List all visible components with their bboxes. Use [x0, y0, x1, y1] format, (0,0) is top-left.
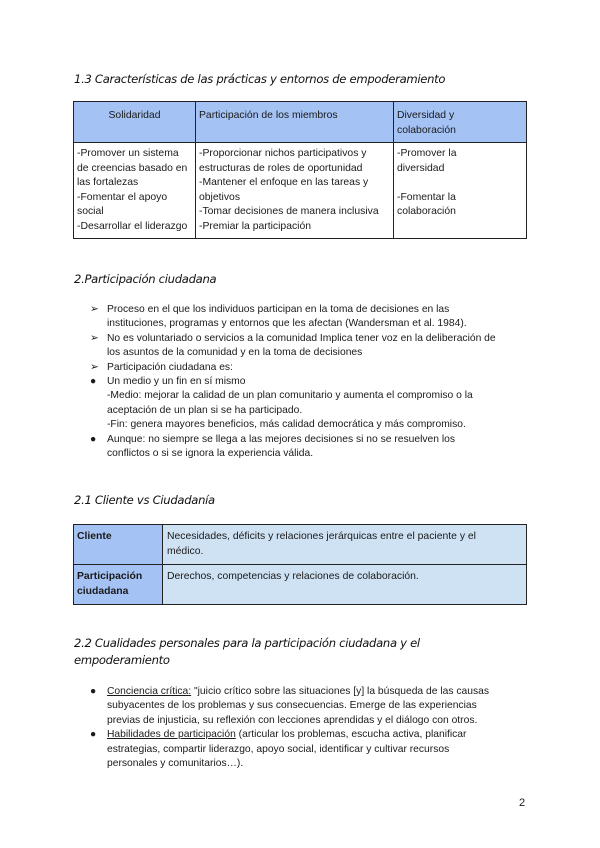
page-number: 2: [519, 797, 526, 809]
heading-1-3: 1.3 Características de las prácticas y entornos de empoderamiento: [74, 72, 446, 86]
list-item: ➢ Proceso en el que los individuos participan en la toma de decisiones en las instituciones, programas y entornos que les afectan (Wandersman et al. 1984).: [90, 304, 467, 330]
header-solidaridad: Solidaridad: [74, 102, 196, 143]
list-item: ➢ No es voluntariado o servicios a la comunidad Implica tener voz en la deliberación de los asuntos de la comunidad y en la toma de decisiones: [90, 332, 496, 359]
cell-diversidad: -Promover la diversidad -Fomentar la colaboración: [394, 143, 527, 239]
cell-participacion: -Proporcionar nichos participativos y estructuras de roles de oportunidad -Mantener el enfoque en las tareas y objetivos -Tomar decisiones de manera inclusiva -Premiar la participación: [196, 143, 394, 239]
list-item: ● Conciencia crítica: "juicio crítico sobre las situaciones [y] la búsqueda de las causas subyacentes de los problemas y sus consecuencias. Emerge de las experiencias previas de injusticia, su reflexión con lecciones aprendidas y el diálogo con otros.: [90, 686, 489, 726]
empowerment-table: [73, 101, 527, 239]
row-key-participacion: Participación ciudadana: [74, 565, 163, 605]
list-item: ● Habilidades de participación (articular los problemas, escucha activa, planificar estrategias, compartir liderazgo, apoyo social, identificar y cultivar recursos personales y comunitarios…).: [90, 729, 467, 770]
header-participacion: Participación de los miembros: [196, 102, 394, 143]
qualities-bullets: [90, 685, 489, 771]
header-diversidad: Diversidad y colaboración: [394, 102, 527, 143]
participation-bullets: [90, 303, 496, 461]
row-key-cliente: Cliente: [74, 525, 163, 565]
row-value-cliente: Necesidades, déficits y relaciones jerárquicas entre el paciente y el médico.: [163, 525, 527, 565]
cell-solidaridad: -Promover un sistema de creencias basado en las fortalezas -Fomentar el apoyo social -Desarrollar el liderazgo: [74, 143, 196, 239]
heading-2-1: 2.1 Cliente vs Ciudadanía: [74, 493, 215, 507]
client-vs-citizenship-table: [73, 524, 527, 605]
row-value-participacion: Derechos, competencias y relaciones de colaboración.: [163, 565, 527, 605]
list-item: ➢ Participación ciudadana es:: [90, 361, 233, 373]
heading-2: 2.Participación ciudadana: [74, 272, 217, 286]
list-item: ● Un medio y un fin en sí mismo -Medio: mejorar la calidad de un plan comunitario y aumenta el compromiso o la aceptación de un plan si se ha participado. -Fin: genera mayores beneficios, más calidad democrática y más compromiso.: [90, 376, 473, 431]
heading-2-2: 2.2 Cualidades personales para la participación ciudadana y el empoderamiento: [74, 636, 420, 667]
list-item: ● Aunque: no siempre se llega a las mejores decisiones si no se resuelven los conflictos o si se ignora la experiencia válida.: [90, 433, 455, 460]
